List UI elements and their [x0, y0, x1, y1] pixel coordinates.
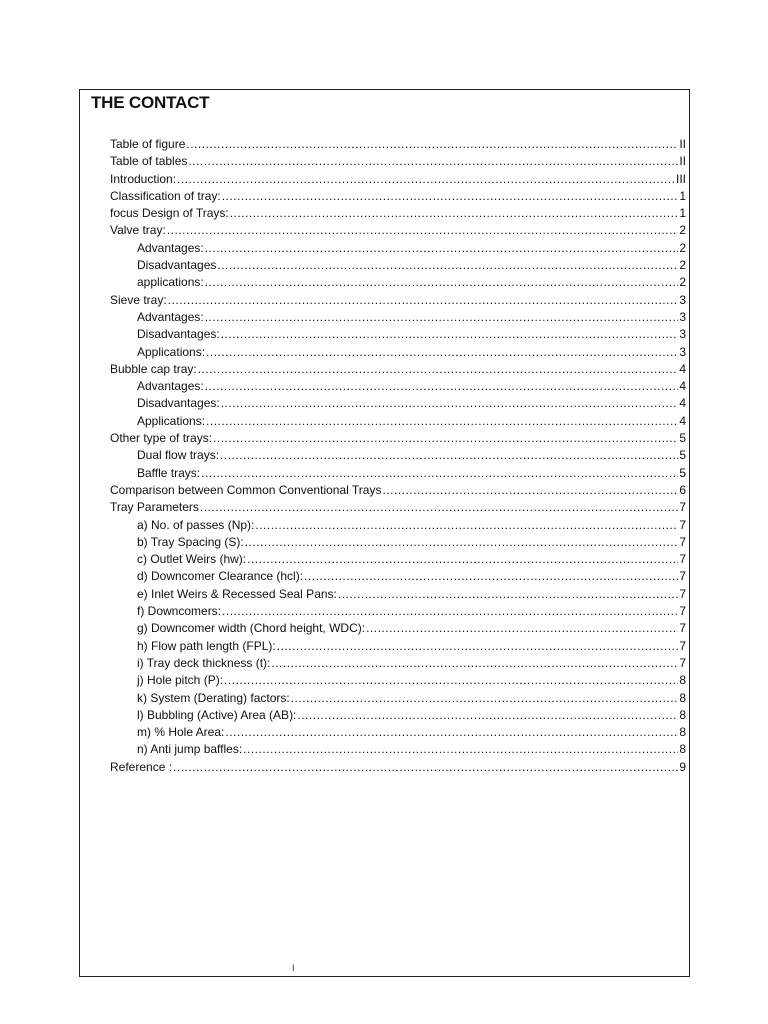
- toc-entry[interactable]: [110, 603, 686, 620]
- toc-entry[interactable]: [110, 205, 686, 222]
- toc-entry-page-number: 8: [679, 725, 686, 740]
- toc-entry[interactable]: [110, 153, 686, 170]
- toc-entry[interactable]: [110, 413, 686, 430]
- toc-dot-leader: [220, 447, 678, 464]
- toc-entry[interactable]: [110, 517, 686, 534]
- toc-entry-page-number: 7: [679, 621, 686, 636]
- toc-entry-label: Sieve tray:: [110, 292, 167, 307]
- toc-entry-page-number: 5: [679, 448, 686, 463]
- toc-entry-label: g) Downcomer width (Chord height, WDC):: [137, 621, 366, 636]
- toc-entry-label: d) Downcomer Clearance (hcl):: [137, 569, 304, 584]
- toc-dot-leader: [247, 551, 678, 568]
- toc-dot-leader: [304, 568, 678, 585]
- toc-dot-leader: [188, 153, 678, 170]
- toc-dot-leader: [213, 430, 678, 447]
- toc-entry[interactable]: [110, 724, 686, 741]
- toc-dot-leader: [221, 326, 679, 343]
- toc-entry[interactable]: [110, 534, 686, 551]
- toc-entry[interactable]: [110, 568, 686, 585]
- toc-entry-label: a) No. of passes (Np):: [137, 517, 255, 532]
- toc-entry-page-number: 2: [679, 240, 686, 255]
- toc-dot-leader: [382, 482, 678, 499]
- toc-dot-leader: [245, 534, 679, 551]
- toc-entry[interactable]: [110, 309, 686, 326]
- toc-entry-page-number: 5: [679, 431, 686, 446]
- toc-entry-page-number: 4: [679, 396, 686, 411]
- toc-dot-leader: [243, 741, 678, 758]
- toc-entry-page-number: 3: [679, 327, 686, 342]
- toc-dot-leader: [366, 620, 678, 637]
- toc-dot-leader: [168, 292, 679, 309]
- toc-entry-page-number: 7: [679, 569, 686, 584]
- toc-entry[interactable]: [110, 447, 686, 464]
- toc-entry-page-number: 3: [679, 344, 686, 359]
- toc-dot-leader: [206, 413, 678, 430]
- toc-entry-page-number: 4: [679, 413, 686, 428]
- toc-entry-label: Applications:: [137, 413, 206, 428]
- toc-dot-leader: [291, 690, 679, 707]
- toc-dot-leader: [338, 586, 678, 603]
- toc-dot-leader: [222, 188, 679, 205]
- toc-entry-label: Dual flow trays:: [137, 448, 220, 463]
- toc-entry-label: i) Tray deck thickness (t):: [137, 655, 271, 670]
- toc-entry-label: Disadvantages:: [137, 327, 220, 342]
- toc-dot-leader: [222, 603, 678, 620]
- toc-entry-label: Advantages:: [137, 240, 204, 255]
- toc-entry[interactable]: [110, 551, 686, 568]
- toc-entry-page-number: 7: [679, 586, 686, 601]
- toc-dot-leader: [255, 517, 678, 534]
- toc-dot-leader: [173, 759, 678, 776]
- toc-entry-page-number: 1: [679, 206, 686, 221]
- toc-entry-label: m) % Hole Area:: [137, 725, 225, 740]
- toc-entry-page-number: 8: [679, 673, 686, 688]
- toc-entry[interactable]: [110, 430, 686, 447]
- toc-entry-label: Introduction:: [110, 171, 177, 186]
- toc-entry-page-number: 6: [679, 482, 686, 497]
- toc-entry[interactable]: [110, 482, 686, 499]
- toc-entry[interactable]: [110, 171, 686, 188]
- toc-entry-label: Bubble cap tray:: [110, 361, 197, 376]
- toc-entry[interactable]: [110, 326, 686, 343]
- toc-dot-leader: [297, 707, 678, 724]
- toc-entry-label: Advantages:: [137, 309, 204, 324]
- toc-dot-leader: [217, 257, 678, 274]
- toc-entry[interactable]: [110, 136, 686, 153]
- toc-entry-page-number: 8: [679, 707, 686, 722]
- toc-entry-label: Disadvantages:: [137, 396, 220, 411]
- toc-entry-page-number: 2: [679, 223, 686, 238]
- toc-entry[interactable]: [110, 690, 686, 707]
- toc-entry-page-number: 7: [679, 500, 686, 515]
- toc-entry-label: n) Anti jump baffles:: [137, 742, 243, 757]
- toc-dot-leader: [271, 655, 678, 672]
- toc-entry-label: Table of figure: [110, 137, 186, 151]
- toc-entry-label: k) System (Derating) factors:: [137, 690, 290, 705]
- toc-entry-page-number: 8: [679, 690, 686, 705]
- table-of-contents: [110, 136, 686, 776]
- page-number: I: [292, 963, 295, 973]
- toc-entry[interactable]: [110, 274, 686, 291]
- toc-entry-label: Disadvantages: [137, 258, 217, 273]
- toc-entry[interactable]: [110, 361, 686, 378]
- toc-dot-leader: [205, 274, 679, 291]
- toc-entry-page-number: 7: [679, 604, 686, 619]
- toc-entry-page-number: 8: [679, 742, 686, 757]
- toc-entry-page-number: 2: [679, 275, 686, 290]
- toc-entry[interactable]: [110, 586, 686, 603]
- toc-entry-label: Baffle trays:: [137, 465, 201, 480]
- toc-entry-label: h) Flow path length (FPL):: [137, 638, 276, 653]
- toc-entry-page-number: 2: [679, 258, 686, 273]
- toc-entry-page-number: II: [679, 137, 686, 151]
- toc-entry-page-number: 7: [679, 655, 686, 670]
- toc-entry-label: l) Bubbling (Active) Area (AB):: [137, 707, 297, 722]
- toc-dot-leader: [225, 724, 678, 741]
- toc-entry-page-number: 7: [679, 517, 686, 532]
- toc-dot-leader: [200, 499, 678, 516]
- toc-entry-label: Reference :: [110, 759, 173, 774]
- toc-entry[interactable]: [110, 292, 686, 309]
- toc-entry[interactable]: [110, 741, 686, 758]
- toc-entry[interactable]: [110, 222, 686, 239]
- toc-entry-page-number: 7: [679, 534, 686, 549]
- toc-entry-page-number: 7: [679, 638, 686, 653]
- toc-dot-leader: [201, 465, 678, 482]
- toc-entry-label: Comparison between Common Conventional Trays: [110, 482, 382, 497]
- toc-dot-leader: [277, 638, 679, 655]
- toc-entry[interactable]: [110, 759, 686, 776]
- toc-dot-leader: [205, 240, 679, 257]
- toc-entry[interactable]: [110, 240, 686, 257]
- toc-dot-leader: [205, 378, 679, 395]
- toc-dot-leader: [186, 136, 678, 153]
- toc-entry[interactable]: [110, 638, 686, 655]
- toc-entry[interactable]: [110, 378, 686, 395]
- toc-entry-page-number: III: [675, 171, 686, 186]
- toc-entry[interactable]: [110, 655, 686, 672]
- toc-entry-page-number: 4: [679, 361, 686, 376]
- toc-entry-label: applications:: [137, 275, 204, 290]
- toc-entry[interactable]: [110, 188, 686, 205]
- toc-entry-label: Valve tray:: [110, 223, 166, 238]
- toc-entry[interactable]: [110, 257, 686, 274]
- toc-entry-page-number: 5: [679, 465, 686, 480]
- toc-entry[interactable]: [110, 672, 686, 689]
- toc-entry[interactable]: [110, 707, 686, 724]
- toc-dot-leader: [206, 344, 678, 361]
- toc-entry-label: e) Inlet Weirs & Recessed Seal Pans:: [137, 586, 337, 601]
- toc-entry-label: Table of tables: [110, 154, 188, 169]
- toc-entry-label: f) Downcomers:: [137, 604, 222, 619]
- toc-entry-page-number: II: [679, 154, 686, 169]
- toc-dot-leader: [198, 361, 679, 378]
- toc-entry-label: Tray Parameters: [110, 500, 199, 515]
- toc-entry-page-number: 7: [679, 552, 686, 567]
- toc-entry[interactable]: [110, 395, 686, 412]
- toc-entry-label: b) Tray Spacing (S):: [137, 534, 244, 549]
- toc-entry-label: Classification of tray:: [110, 188, 221, 203]
- toc-dot-leader: [221, 395, 679, 412]
- toc-entry[interactable]: [110, 620, 686, 637]
- toc-dot-leader: [177, 171, 675, 188]
- toc-entry-page-number: 4: [679, 379, 686, 394]
- toc-dot-leader: [205, 309, 679, 326]
- toc-entry[interactable]: [110, 344, 686, 361]
- toc-dot-leader: [224, 672, 678, 689]
- toc-entry-page-number: 1: [679, 188, 686, 203]
- toc-entry[interactable]: [110, 465, 686, 482]
- toc-entry-page-number: 3: [679, 292, 686, 307]
- toc-entry-label: Other type of trays:: [110, 431, 213, 446]
- toc-entry-label: Applications:: [137, 344, 206, 359]
- toc-entry[interactable]: [110, 499, 686, 516]
- toc-dot-leader: [230, 205, 679, 222]
- toc-entry-page-number: 9: [679, 759, 686, 774]
- page-title: THE CONTACT: [91, 93, 210, 112]
- toc-entry-label: c) Outlet Weirs (hw):: [137, 552, 247, 567]
- toc-entry-label: focus Design of Trays:: [110, 206, 229, 221]
- toc-entry-label: j) Hole pitch (P):: [137, 673, 224, 688]
- toc-dot-leader: [167, 222, 679, 239]
- toc-entry-label: Advantages:: [137, 379, 204, 394]
- toc-entry-page-number: 3: [679, 309, 686, 324]
